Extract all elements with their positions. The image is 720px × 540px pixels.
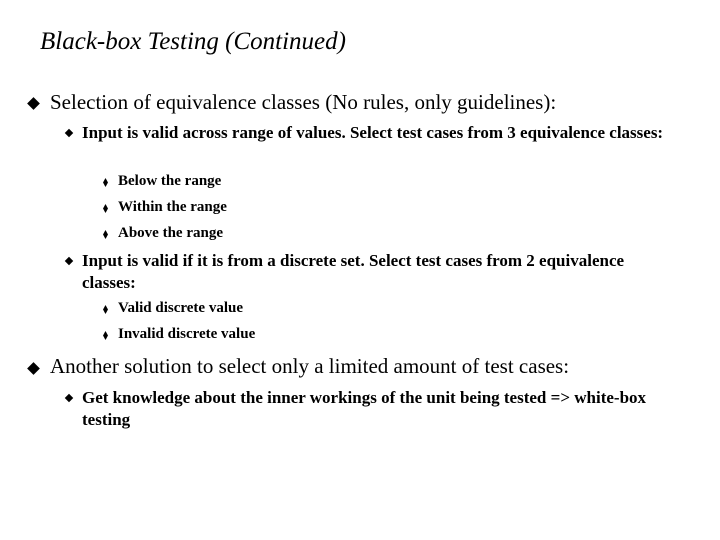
diamond-bullet-icon (65, 129, 73, 137)
bullet-1-text: Selection of equivalence classes (No rules, only guidelines): (50, 90, 557, 114)
slide-title: Black-box Testing (Continued) (40, 28, 346, 55)
bullet-1-1-3-text: Above the range (118, 225, 223, 241)
diamond-bullet-icon (65, 394, 73, 402)
diamond-bullet-icon (103, 331, 108, 340)
bullet-1-2-1-text: Valid discrete value (118, 300, 244, 316)
bullet-1-2-text: Input is valid if it is from a discrete set. Select test cases from 2 equivalence classes: (82, 251, 625, 292)
diamond-bullet-icon (103, 178, 108, 187)
diamond-bullet-icon (103, 204, 108, 213)
bullet-1-1-2-text: Within the range (118, 199, 227, 215)
diamond-bullet-icon (103, 305, 108, 314)
bullet-1-1-text: Input is valid across range of values. Select test cases from 3 equivalence classes: (82, 123, 664, 142)
bullet-1-1-1-text: Below the range (118, 173, 222, 189)
bullet-2-text: Another solution to select only a limited amount of test cases: (50, 354, 570, 378)
bullet-1-2-2-text: Invalid discrete value (118, 326, 256, 342)
diamond-bullet-icon (27, 362, 40, 375)
bullet-2-1-text: Get knowledge about the inner workings of the unit being tested => white-box testing (82, 388, 647, 429)
diamond-bullet-icon (27, 97, 40, 110)
diamond-bullet-icon (103, 230, 108, 239)
diamond-bullet-icon (65, 257, 73, 265)
